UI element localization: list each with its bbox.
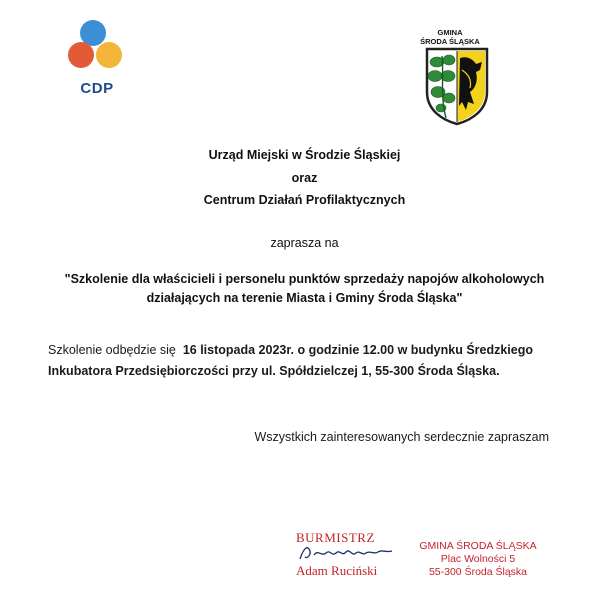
office-stamp-line-1: GMINA ŚRODA ŚLĄSKA xyxy=(419,540,537,552)
closing-text: Wszystkich zainteresowanych serdecznie zapraszam xyxy=(254,430,549,444)
training-title-line-1: "Szkolenie dla właścicieli i personelu punktów sprzedaży napojów alkoholowych xyxy=(64,272,545,286)
office-stamp-line-2: Plac Wolności 5 xyxy=(440,553,516,565)
cdp-logo-text: CDP xyxy=(80,80,114,97)
cdp-dot-red xyxy=(68,42,94,68)
gmina-title-line2: ŚRODA ŚLĄSKA xyxy=(420,37,480,46)
office-stamp xyxy=(418,540,538,579)
details-mid2: w budynku Średzkiego xyxy=(397,343,533,357)
header-line-1: Urząd Miejski w Środzie Śląskiej xyxy=(208,148,401,162)
training-details-line-2: Inkubatora Przedsiębiorczości przy ul. Spółdzielczej 1, 55-300 Środa Śląska. xyxy=(48,364,500,378)
details-prefix: Szkolenie odbędzie się xyxy=(48,343,176,357)
mayor-stamp-name: Adam Ruciński xyxy=(296,563,378,578)
details-time: 12.00 xyxy=(362,343,395,357)
training-title-line-2: działających na terenie Miasta i Gminy Środa Śląska" xyxy=(146,291,463,305)
office-stamp-line-3: 55-300 Środa Śląska xyxy=(428,566,528,578)
gmina-title-line1: GMINA xyxy=(437,28,463,37)
training-details-line-1 xyxy=(48,340,568,361)
gmina-coat-of-arms-icon xyxy=(424,46,490,126)
gmina-crest-title xyxy=(405,28,495,46)
details-date: 16 listopada 2023r. xyxy=(182,343,295,357)
invite-text: zaprasza na xyxy=(270,236,339,250)
cdp-dot-yellow xyxy=(96,42,122,68)
header-line-3: Centrum Działań Profilaktycznych xyxy=(203,193,406,207)
cdp-logo xyxy=(66,20,128,100)
header-line-2: oraz xyxy=(291,171,318,185)
mayor-signature-icon xyxy=(296,543,396,563)
training-details xyxy=(48,340,568,382)
details-mid1: o godzinie xyxy=(297,343,360,357)
mayor-stamp-title: BURMISTRZ xyxy=(296,530,375,545)
